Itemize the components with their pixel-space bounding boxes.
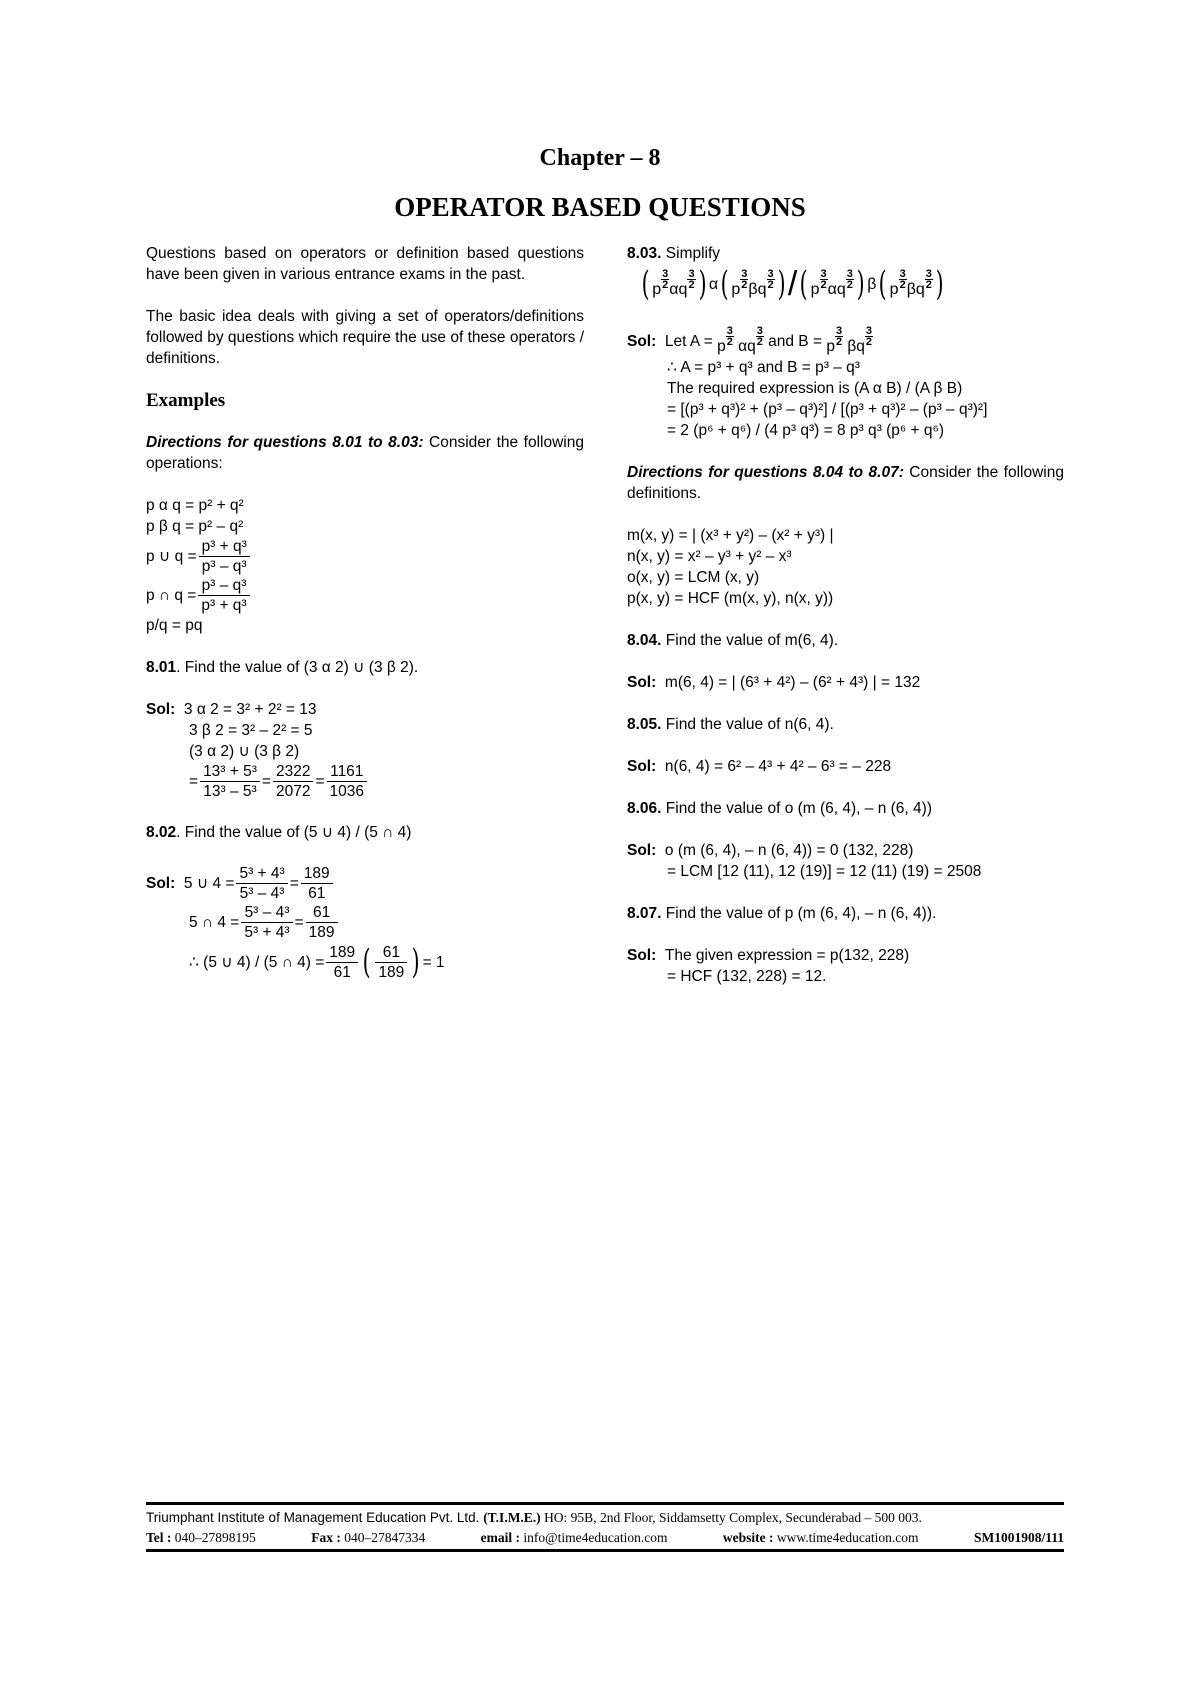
fax-value: 040–27847334 — [344, 1530, 426, 1545]
solution-text: 3 α 2 = 3² + 2² = 13 — [183, 701, 317, 718]
fraction-numerator: 189 — [301, 864, 333, 884]
exponent-numerator: 3 — [741, 267, 748, 280]
fraction-denominator: 189 — [378, 963, 405, 981]
question-text: . Find the value of (3 α 2) ∪ (3 β 2). — [176, 659, 419, 676]
footer-contacts — [146, 1528, 1064, 1548]
page-title: OPERATOR BASED QUESTIONS — [394, 192, 806, 222]
exponent-denominator: 2 — [925, 278, 932, 291]
solution-label: Sol: — [627, 333, 657, 350]
question-number: 8.04. — [627, 632, 662, 649]
question-8-02 — [146, 822, 584, 843]
exponent-denominator: 2 — [835, 336, 843, 348]
website-label: website : — [722, 1530, 774, 1545]
solution-8-02-result — [146, 942, 584, 982]
solution-text: 5 ∩ 4 = — [189, 914, 240, 931]
solution-8-03-line-5: = 2 (p⁶ + q⁶) / (4 p³ q³) = 8 p³ q³ (p⁶ + q⁶) — [667, 422, 945, 439]
fraction-numerator: p³ – q³ — [198, 576, 249, 596]
fraction-3 — [327, 762, 367, 801]
solution-text: ∴ (5 ∪ 4) / (5 ∩ 4) = — [189, 953, 325, 971]
solution-text: m(6, 4) = | (6³ + 4²) – (6² + 4³) | = 132 — [664, 674, 921, 691]
fraction — [241, 903, 292, 942]
solution-text: o (m (6, 4), – n (6, 4)) = 0 (132, 228) — [664, 842, 914, 859]
institute-name: Triumphant Institute of Management Education Pvt. Ltd. — [146, 1510, 484, 1525]
fraction — [236, 864, 287, 903]
solution-8-01-line-1 — [146, 699, 584, 720]
fraction-denominator: 189 — [308, 924, 335, 941]
fraction-numerator: 1161 — [327, 762, 367, 782]
fraction-denominator: 2072 — [275, 783, 311, 800]
question-text: . Find the value of (5 ∪ 4) / (5 ∩ 4) — [176, 824, 412, 841]
solution-8-02-union — [146, 864, 584, 903]
question-text: Find the value of n(6, 4). — [661, 716, 834, 733]
solution-text: and B = — [768, 333, 823, 350]
fraction-denominator: 5³ + 4³ — [244, 924, 290, 941]
exponent-numerator: 3 — [925, 267, 932, 280]
exponent-fraction — [846, 269, 854, 290]
solution-8-02-intersection — [146, 903, 584, 942]
fraction-numerator: 5³ + 4³ — [236, 864, 287, 884]
exponent-fraction — [687, 269, 695, 290]
solution-8-03-line-1: Sol: Let A = p $\frac{3}{2}$ αq $\frac{3}{2}$ and B = p $\frac{3}{2}$ βq $\frac{3}{2}$ — [627, 325, 873, 355]
exponent-numerator: 3 — [835, 325, 843, 337]
tel-value: 040–27898195 — [174, 1530, 256, 1545]
operation-intersection-fraction — [198, 576, 249, 615]
exponent-denominator: 2 — [820, 278, 827, 291]
exponent-denominator: 2 — [899, 278, 906, 291]
fraction — [326, 943, 358, 982]
solution-8-03-line-4: = [(p³ + q³)² + (p³ – q³)²] / [(p³ + q³)² – (p³ – q³)²] — [667, 401, 988, 418]
page-footer — [146, 1502, 1064, 1552]
left-paren: ( — [362, 942, 371, 982]
fraction-denominator: 5³ – 4³ — [239, 885, 285, 902]
question-number: 8.01 — [146, 659, 177, 676]
solution-text: 5 ∪ 4 = — [183, 875, 235, 892]
solution-8-01-line-2: 3 β 2 = 3² – 2² = 5 — [189, 722, 313, 739]
exponent-numerator: 3 — [820, 267, 827, 280]
exponent-denominator: 2 — [846, 278, 853, 291]
question-number: 8.02 — [146, 824, 177, 841]
directions-label: Directions for questions 8.01 to 8.03: — [146, 434, 424, 451]
chapter-title: Chapter – 8 — [539, 145, 661, 171]
fraction-numerator: p³ + q³ — [199, 537, 250, 557]
exponent-denominator: 2 — [756, 336, 763, 348]
fraction-denominator: p³ – q³ — [201, 558, 247, 575]
solution-text: n(6, 4) = 6² – 4³ + 4² – 6³ = – 228 — [664, 758, 892, 775]
exponent-denominator: 2 — [726, 336, 733, 348]
solution-8-07-line-2: = HCF (132, 228) = 12. — [667, 968, 827, 985]
fraction-numerator: 5³ – 4³ — [241, 903, 292, 923]
right-paren: ) — [411, 942, 420, 982]
operation-intersection-lhs: p ∩ q = — [146, 587, 197, 604]
email-link[interactable]: info@time4education.com — [523, 1530, 668, 1545]
exponent-numerator: 3 — [846, 267, 853, 280]
fraction-denominator: 61 — [308, 885, 326, 902]
fraction-2 — [273, 762, 313, 801]
institute-abbrev: (T.I.M.E.) — [483, 1510, 541, 1525]
question-8-04 — [627, 630, 1064, 651]
question-8-06 — [627, 798, 1064, 819]
question-8-05 — [627, 714, 1064, 735]
exponent-fraction — [740, 269, 748, 290]
exponent-fraction — [726, 326, 734, 347]
fraction-numerator: 189 — [326, 943, 358, 963]
operation-intersection — [146, 576, 584, 615]
footer-rule-top — [146, 1502, 1064, 1505]
fraction-denominator: 13³ – 5³ — [203, 783, 257, 800]
exponent-numerator: 3 — [865, 325, 873, 337]
solution-text: The given expression = p(132, 228) — [664, 947, 910, 964]
definition-m: m(x, y) = | (x³ + y²) – (x² + y³) | — [627, 527, 834, 544]
definition-o: o(x, y) = LCM (x, y) — [627, 569, 760, 586]
fraction-1 — [200, 762, 260, 801]
exponent-fraction — [925, 269, 933, 290]
operation-alpha: p α q = p² + q² — [146, 497, 244, 514]
fraction-denominator: 61 — [333, 963, 351, 981]
question-8-01 — [146, 657, 584, 678]
equals-sign: = — [294, 914, 304, 931]
fraction-denominator: 1036 — [329, 783, 365, 800]
solution-label: Sol: — [627, 842, 657, 859]
operation-union-fraction — [199, 537, 250, 576]
question-text: Find the value of m(6, 4). — [661, 632, 839, 649]
intro-paragraph-1: Questions based on operators or definition based questions have been given in various entrance exams in the past. — [146, 245, 584, 283]
solution-8-05 — [627, 756, 1064, 777]
solution-label: Sol: — [146, 701, 176, 718]
exponent-fraction — [820, 269, 828, 290]
solution-label: Sol: — [146, 875, 176, 892]
operation-union — [146, 537, 584, 576]
directions-text: Consider the following operations: — [146, 434, 584, 472]
fraction-denominator: p³ + q³ — [201, 597, 247, 614]
question-number: 8.07. — [627, 905, 662, 922]
solution-8-04 — [627, 672, 1064, 693]
fraction-numerator: 61 — [375, 943, 407, 963]
fraction-numerator: 13³ + 5³ — [200, 762, 260, 782]
equals-sign: = — [289, 875, 299, 892]
solution-label: Sol: — [627, 674, 657, 691]
question-number: 8.06. — [627, 800, 662, 817]
solution-8-01-result — [146, 762, 584, 801]
exponent-numerator: 3 — [688, 267, 695, 280]
solution-8-06-line-1 — [627, 840, 1064, 861]
fraction — [375, 943, 407, 982]
document-code: SM1001908/111 — [973, 1530, 1064, 1545]
solution-8-03-line-2: ∴ A = p³ + q³ and B = p³ – q³ — [667, 359, 860, 376]
fraction-numerator: 2322 — [273, 762, 313, 782]
examples-heading: Examples — [146, 390, 226, 411]
exponent-fraction — [899, 269, 907, 290]
question-8-03 — [627, 243, 1064, 264]
website-link[interactable]: www.time4education.com — [776, 1530, 919, 1545]
fax-label: Fax : — [311, 1530, 341, 1545]
equals-sign: = — [261, 773, 271, 790]
exponent-numerator: 3 — [899, 267, 906, 280]
footer-rule-bottom — [146, 1549, 1064, 1552]
solution-label: Sol: — [627, 758, 657, 775]
question-8-07 — [627, 903, 1064, 924]
footer-address — [146, 1508, 1064, 1528]
question-text: Find the value of o (m (6, 4), – n (6, 4)) — [661, 800, 932, 817]
operation-beta: p β q = p² – q² — [146, 518, 244, 535]
exponent-fraction — [756, 326, 764, 347]
exponent-fraction — [661, 269, 669, 290]
intro-paragraph-2: The basic idea deals with giving a set of operators/definitions followed by questions which require the use of these operators / definitions. — [146, 308, 584, 367]
solution-8-03-line-3: The required expression is (A α B) / (A β B) — [667, 380, 963, 397]
directions-8-04-8-07 — [627, 462, 1064, 504]
fraction-numerator: 61 — [306, 903, 338, 923]
question-text: Simplify — [661, 245, 721, 262]
head-office-address: HO: 95B, 2nd Floor, Siddamsetty Complex, Secunderabad – 500 003. — [540, 1510, 922, 1525]
solution-text: Let A = — [664, 333, 713, 350]
exponent-denominator: 2 — [662, 278, 669, 291]
tel-label: Tel : — [146, 1530, 172, 1545]
operation-union-lhs: p ∪ q = — [146, 548, 197, 565]
solution-8-07-line-1 — [627, 945, 1064, 966]
definition-n: n(x, y) = x² – y³ + y² – x³ — [627, 548, 792, 565]
right-column — [627, 243, 1064, 987]
fraction — [306, 903, 338, 942]
question-text: Find the value of p (m (6, 4), – n (6, 4)). — [661, 905, 937, 922]
exponent-numerator: 3 — [726, 325, 733, 337]
exponent-denominator: 2 — [741, 278, 748, 291]
exponent-denominator: 2 — [865, 336, 873, 348]
exponent-fraction — [767, 269, 775, 290]
question-number: 8.03. — [627, 245, 662, 262]
exponent-numerator: 3 — [756, 325, 763, 337]
exponent-denominator: 2 — [767, 278, 774, 291]
question-8-03-expression: ( p $\frac{3}{2}$ αq $\frac{3}{2}$ ) α ( p $\frac{3}{2}$ βq $\frac{3}{2}$ ) / ( p $\frac{3}{2}$ αq $\frac{3}{2}$ ) β ( p $\frac{3}{2}$ βq $\frac{3}{2}$ ) — [641, 264, 944, 304]
email-label: email : — [480, 1530, 521, 1545]
operation-slash: p/q = pq — [146, 617, 203, 634]
equals-sign: = — [189, 773, 199, 790]
directions-8-01-8-03 — [146, 432, 584, 474]
exponent-numerator: 3 — [662, 267, 669, 280]
exponent-fraction — [835, 326, 843, 347]
definition-p: p(x, y) = HCF (m(x, y), n(x, y)) — [627, 590, 834, 607]
exponent-numerator: 3 — [767, 267, 774, 280]
equals-sign: = — [315, 773, 325, 790]
solution-label: Sol: — [627, 947, 657, 964]
directions-label: Directions for questions 8.04 to 8.07: — [627, 464, 904, 481]
solution-8-01-line-3: (3 α 2) ∪ (3 β 2) — [189, 743, 300, 760]
fraction — [301, 864, 333, 903]
left-column — [146, 243, 584, 982]
exponent-denominator: 2 — [688, 278, 695, 291]
solution-8-06-line-2: = LCM [12 (11), 12 (19)] = 12 (11) (19) = 2508 — [667, 863, 982, 880]
result-value: = 1 — [422, 953, 445, 971]
exponent-fraction — [865, 326, 873, 347]
question-number: 8.05. — [627, 716, 662, 733]
directions-text: Consider the following definitions. — [627, 464, 1064, 502]
